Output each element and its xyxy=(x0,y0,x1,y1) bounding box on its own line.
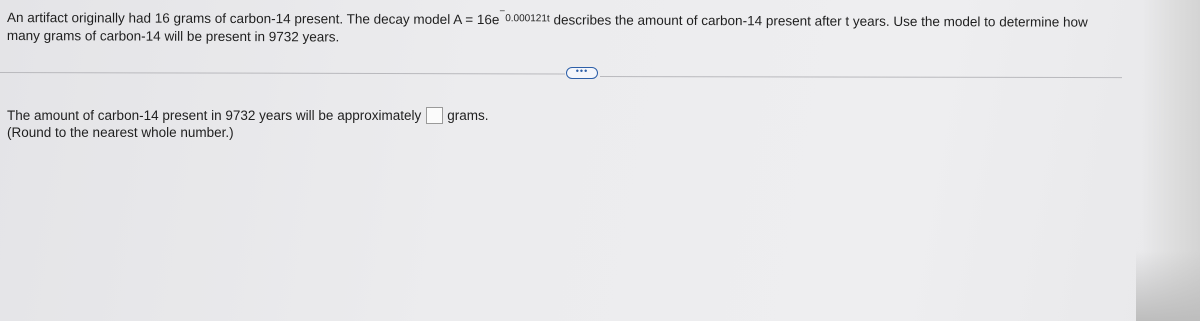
answer-unit: grams. xyxy=(447,107,489,123)
divider-right xyxy=(600,76,1122,78)
screen-corner-shadow xyxy=(1136,251,1200,321)
answer-input[interactable] xyxy=(426,107,443,124)
rounding-hint: (Round to the nearest whole number.) xyxy=(7,125,234,140)
more-dots-icon: ••• xyxy=(575,65,589,76)
question-rest: describes the amount of carbon-14 present after t years. Use the model to determine how many grams of carbon-14 will be present in 9732 years. xyxy=(6,12,1088,45)
divider-left xyxy=(0,72,565,74)
exponent-value: 0.000121t xyxy=(505,13,550,25)
question-intro: An artifact originally had 16 grams of carbon-14 present. The decay model A = 16e xyxy=(6,10,500,28)
formula-exponent xyxy=(499,6,550,25)
more-options-button[interactable] xyxy=(566,67,598,79)
exponent-sign: − xyxy=(499,6,506,18)
question-text xyxy=(6,6,1117,49)
answer-line xyxy=(7,107,489,124)
answer-prefix: The amount of carbon-14 present in 9732 years will be approximately xyxy=(7,107,422,123)
